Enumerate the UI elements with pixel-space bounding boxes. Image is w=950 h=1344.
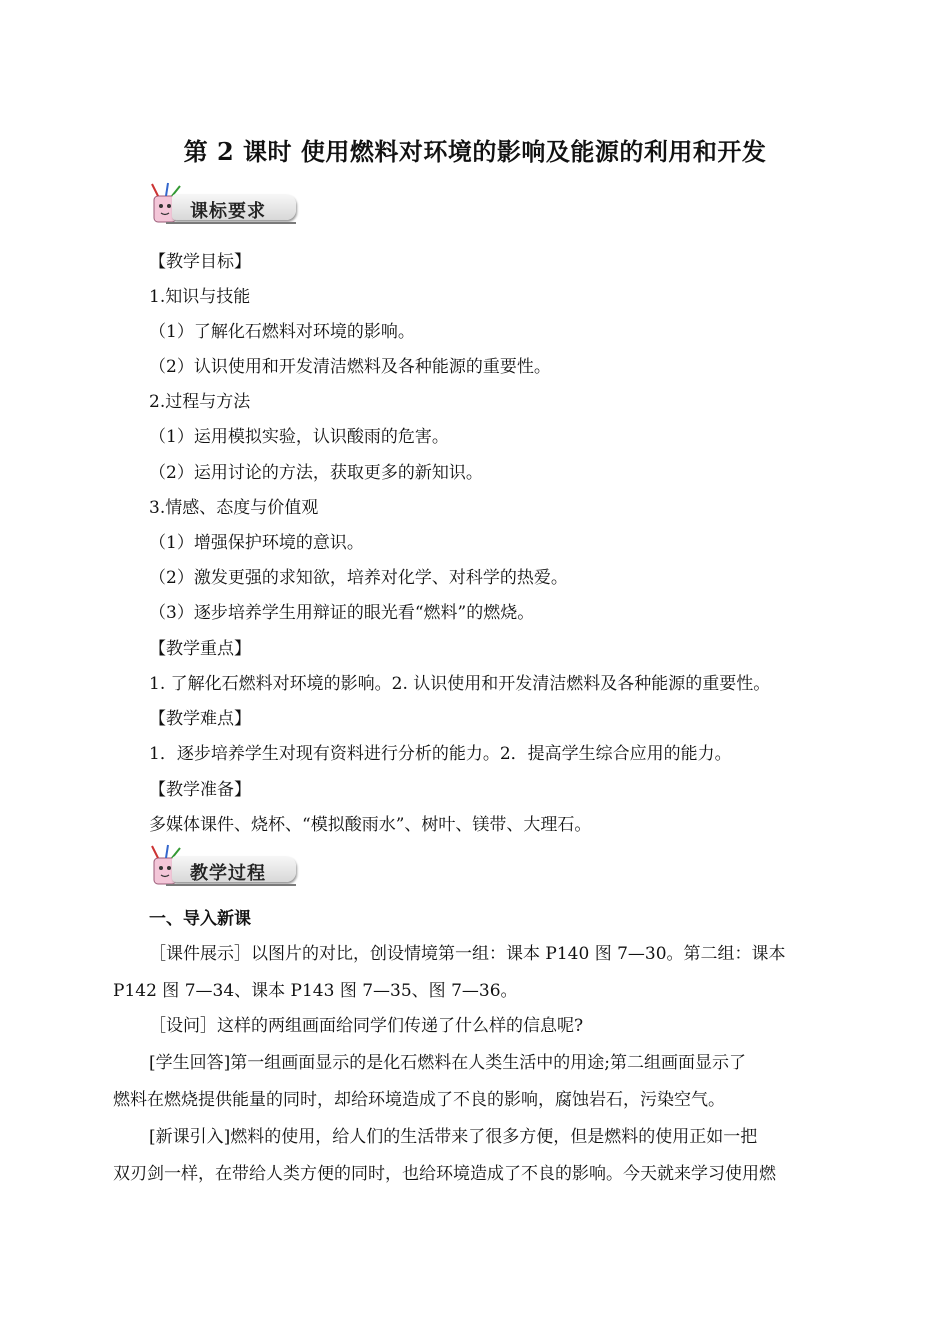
paragraph-line: P142 图 7—34、课本 P143 图 7—35、图 7—36。 xyxy=(113,981,518,1001)
goal-item: （1）运用模拟实验，认识酸雨的危害。 xyxy=(149,427,449,447)
paragraph-line: ［设问］这样的两组画面给同学们传递了什么样的信息呢? xyxy=(149,1016,584,1036)
goal-item: （2）运用讨论的方法，获取更多的新知识。 xyxy=(149,463,483,483)
goal-section-3: 3.情感、态度与价值观 xyxy=(149,498,319,518)
preparation-heading: 【教学准备】 xyxy=(149,780,251,800)
key-points-text: 1. 了解化石燃料对环境的影响。2. 认识使用和开发清洁燃料及各种能源的重要性。 xyxy=(149,674,771,694)
banner-underline xyxy=(166,884,296,886)
paragraph-line: ［课件展示］以图片的对比，创设情境第一组：课本 P140 图 7—30。第二组：课本 xyxy=(149,944,786,964)
banner-underline xyxy=(166,222,296,224)
goal-item: （1）了解化石燃料对环境的影响。 xyxy=(149,322,415,342)
key-points-heading: 【教学重点】 xyxy=(149,639,251,659)
goal-item: （2）认识使用和开发清洁燃料及各种能源的重要性。 xyxy=(149,357,551,377)
section-banner-process xyxy=(146,844,296,890)
goal-section-2: 2.过程与方法 xyxy=(149,392,251,412)
goal-item: （1）增强保护环境的意识。 xyxy=(149,533,364,553)
difficulties-heading: 【教学难点】 xyxy=(149,709,251,729)
paragraph-line: [学生回答]第一组画面显示的是化石燃料在人类生活中的用途;第二组画面显示了 xyxy=(149,1053,746,1073)
paragraph-line: 燃料在燃烧提供能量的同时，却给环境造成了不良的影响，腐蚀岩石，污染空气。 xyxy=(113,1090,725,1110)
paragraph-line: [新课引入]燃料的使用，给人们的生活带来了很多方便，但是燃料的使用正如一把 xyxy=(149,1127,758,1147)
difficulties-text: 1．逐步培养学生对现有资料进行分析的能力。2．提高学生综合应用的能力。 xyxy=(149,744,732,764)
banner-label: 课标要求 xyxy=(190,201,266,222)
goal-item: （3）逐步培养学生用辩证的眼光看“燃料”的燃烧。 xyxy=(149,603,535,623)
goal-item: （2）激发更强的求知欲，培养对化学、对科学的热爱。 xyxy=(149,568,568,588)
banner-label: 教学过程 xyxy=(190,863,266,884)
goals-heading: 【教学目标】 xyxy=(149,252,251,272)
paragraph-line: 双刃剑一样，在带给人类方便的同时，也给环境造成了不良的影响。今天就来学习使用燃 xyxy=(113,1164,776,1184)
section-heading: 一、导入新课 xyxy=(149,909,251,929)
goal-section-1: 1.知识与技能 xyxy=(149,287,251,307)
section-banner-standards xyxy=(146,182,296,228)
page-title: 第 2 课时 使用燃料对环境的影响及能源的利用和开发 xyxy=(183,137,767,166)
preparation-text: 多媒体课件、烧杯、“模拟酸雨水”、树叶、镁带、大理石。 xyxy=(149,815,592,835)
